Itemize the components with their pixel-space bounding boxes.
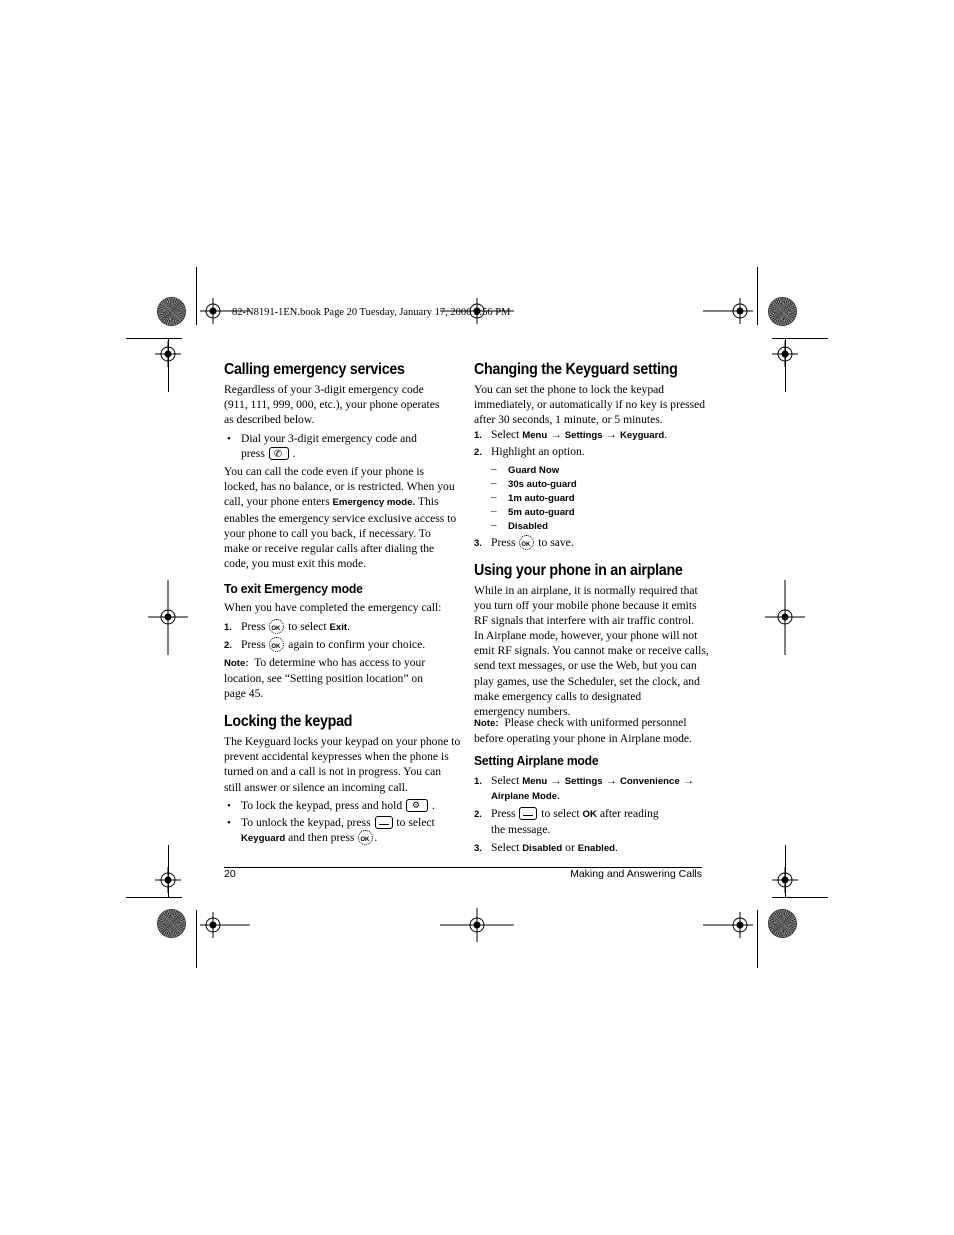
subsection-title-exit: To exit Emergency mode [224,581,363,596]
softkey-icon [519,807,537,820]
ok-key-icon [519,535,534,550]
keyguard-step-2: Highlight an option. [491,445,585,458]
color-disc-icon [158,910,185,937]
step-number: 2. [224,640,232,651]
softkey-icon [375,816,393,829]
airplane-p1: While in an airplane, it is normally required that you turn off your mobile phone because it emits RF signals that interfere with air traffic control. [474,584,698,628]
section-title-airplane: Using your phone in an airplane [474,562,683,579]
option-1m: 1m auto-guard [508,493,575,504]
registration-mark-icon [155,867,181,893]
exit-note: Note: To determine who has access to your location, see “Setting position location” on page 45. [224,656,426,701]
setting-step-3: Select Disabled or Enabled. [491,841,618,854]
airplane-p2: In Airplane mode, however, your phone will not emit RF signals. You cannot make or receive calls, send text messages, or use the Web, but you can play games, use the Scheduler, set the clock, and make emergency calls to designated emergency numbers. [474,629,709,719]
color-disc-icon [158,298,185,325]
step-number: 3. [474,538,482,549]
locking-intro: The Keyguard locks your keypad on your phone to prevent accidental keypresses when the phone is turned on and a call is not in progress. You can still answer or silence an incoming call. [224,735,461,794]
locking-bullet-2: To unlock the keypad, press to select Keyguard and then press OK . [241,815,435,846]
setting-step-2: Press to select OK after reading the message. [491,807,659,837]
exit-step-2: Press OK again to confirm your choice. [241,637,425,652]
option-30s: 30s auto-guard [508,479,577,490]
page-number: 20 [224,868,236,880]
registration-mark-icon [772,867,798,893]
step-number: 2. [474,809,482,820]
ok-key-icon [358,830,373,845]
registration-mark-icon [155,341,181,367]
running-footer: Making and Answering Calls [570,868,702,880]
setting-step-1: Select Menu → Settings → Convenience → Airplane Mode. [491,774,695,803]
lock-key-icon [406,799,428,812]
keyguard-intro: You can set the phone to lock the keypad immediately, or automatically if no key is pressed after 30 seconds, 1 minute, or 5 minutes. [474,383,706,427]
step-number: 3. [474,843,482,854]
ok-key-icon [269,637,284,652]
bullet-marker: • [227,817,231,829]
section-title-emergency: Calling emergency services [224,361,405,378]
book-slug: 82-N8191-1EN.book Page 20 Tuesday, January 17, 2006 2:56 PM [232,307,511,318]
step-number: 1. [224,622,232,633]
section-title-locking: Locking the keypad [224,713,353,730]
emergency-bullet: Dial your 3-digit emergency code and press ✆ . [241,431,417,461]
send-key-icon [269,447,289,460]
ok-key-icon [269,619,284,634]
bullet-marker: • [227,433,231,445]
step-number: 1. [474,776,482,787]
airplane-note: Note: Please check with uniformed personnel before operating your phone in Airplane mode. [474,716,692,746]
step-number: 2. [474,447,482,458]
exit-step-1: Press OK to select Exit. [241,619,350,635]
color-disc-icon [769,910,796,937]
section-title-keyguard: Changing the Keyguard setting [474,361,678,378]
locking-bullet-1: To lock the keypad, press and hold ⚙ . [241,798,435,813]
keyguard-step-3: Press OK to save. [491,535,574,550]
keyguard-step-1: Select Menu → Settings → Keyguard. [491,428,668,441]
exit-intro: When you have completed the emergency call: [224,601,442,614]
option-5m: 5m auto-guard [508,507,575,518]
option-guard-now: Guard Now [508,465,560,476]
bullet-marker: • [227,800,231,812]
registration-mark-icon [772,341,798,367]
emergency-body: You can call the code even if your phone is locked, has no balance, or is restricted. When you call, your phone enters Emergency mode. This enables the emergency service exclusive access to your phone to call you back, if necessary. To make or receive regular calls after dialing the code, you must exit this mode. [224,465,457,571]
step-number: 1. [474,430,482,441]
subsection-title-setting-airplane: Setting Airplane mode [474,753,599,768]
emergency-intro: Regardless of your 3-digit emergency code (911, 111, 999, 000, etc.), your phone operates as described below. [224,383,440,427]
option-disabled: Disabled [508,521,548,532]
color-disc-icon [769,298,796,325]
